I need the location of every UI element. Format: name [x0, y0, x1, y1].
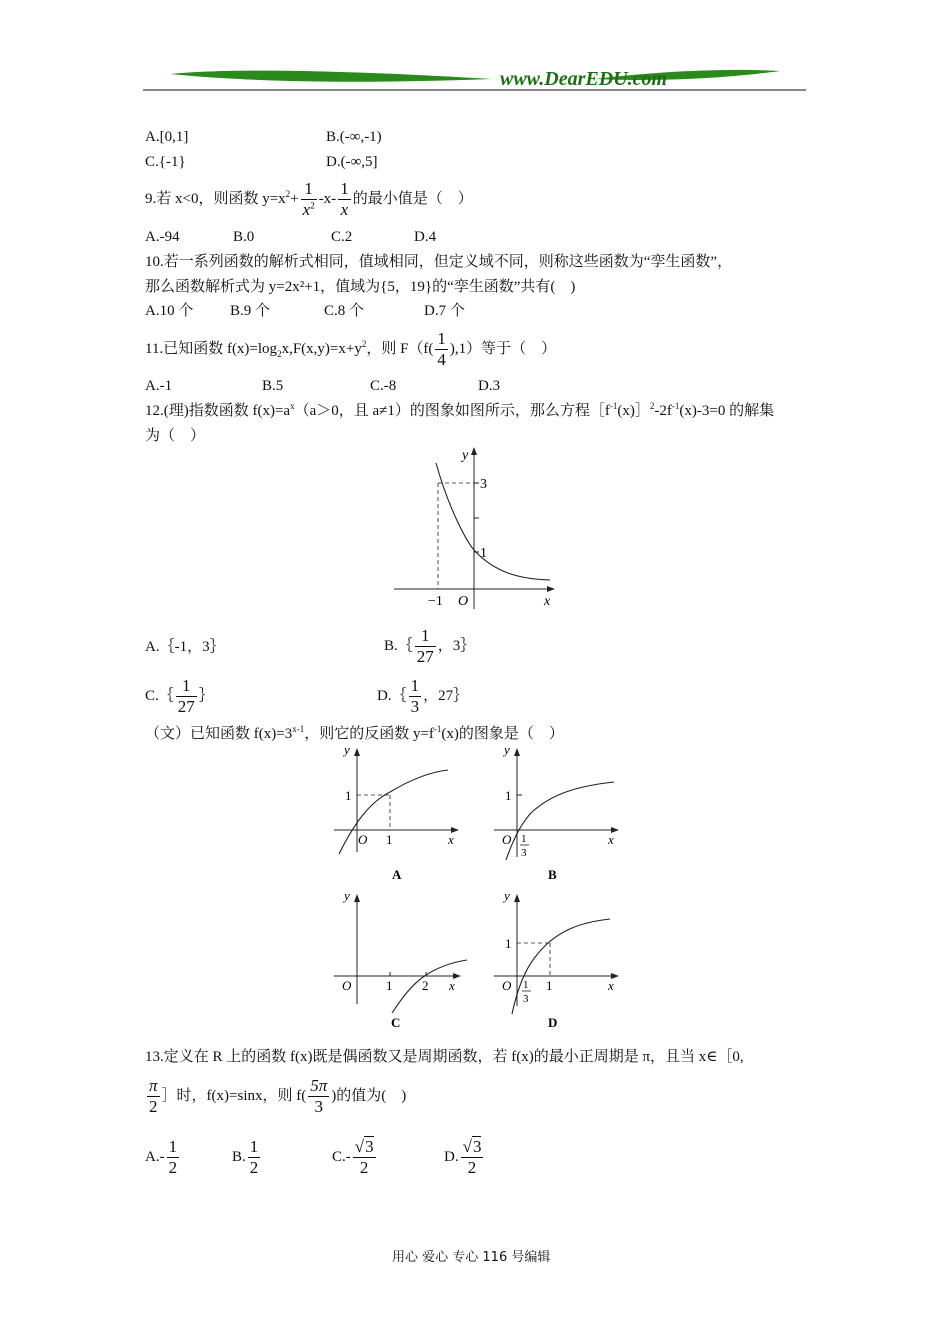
tick-label-3: 3	[480, 477, 487, 492]
q12-option-d: D.｛ $\frac{1}{3}$ ，27｝	[377, 676, 469, 717]
tick-label-x1: 1	[386, 832, 393, 847]
header-banner	[140, 60, 810, 94]
tick-label-1: 1	[480, 546, 487, 561]
tick-label-x1: 1	[386, 978, 393, 993]
q13-option-b: B. $\frac{1}{2}$	[232, 1137, 259, 1178]
graph-label: C	[391, 1015, 401, 1030]
q8-option-c: C.{-1}	[145, 154, 186, 170]
y-label: y	[344, 742, 350, 757]
x-label: x	[608, 832, 614, 847]
tick-label-third-den: 3	[523, 993, 529, 1005]
origin-label: O	[358, 832, 368, 847]
q12-option-b: B.｛ $\frac{1}{27}$ ，3｝	[384, 626, 476, 667]
tick-label-neg1: −1	[428, 594, 443, 609]
q13-option-d: D. $\frac{√3}{2}$	[444, 1137, 482, 1178]
q11-fraction: $\frac{1}{4}$	[437, 329, 446, 369]
exponential-curve	[436, 463, 550, 580]
q13-line-1: 13.定义在 R 上的函数 f(x)既是偶函数又是周期函数，若 f(x)的最小正周期是 π，且当 x∈［0,	[145, 1049, 744, 1065]
q10-line-2: 那么函数解析式为 y=2x²+1，值域为{5，19}的“孪生函数”共有( )	[145, 279, 576, 295]
x-label: x	[449, 978, 455, 993]
q12w-stem: （文）已知函数 $f(x)=3^{x-1}$，则它的反函数 $y=f^{-1}(x)$的图象是（ ）	[145, 724, 564, 742]
q11-option-d: D.3	[478, 378, 501, 394]
q9-fraction-1: $\frac{1}{x^2}$	[302, 179, 315, 219]
q9-option-b: B.0	[233, 229, 255, 245]
q13-fraction-5pi-over-3: $\frac{5\pi}{3}$	[310, 1076, 328, 1117]
x-label: x	[544, 594, 551, 609]
origin-label: O	[502, 832, 512, 847]
leaf-left-decoration	[170, 71, 492, 82]
q12-exponential-graph	[390, 443, 565, 613]
tick-label-third-den: 3	[521, 847, 527, 859]
tick-label-y1: 1	[505, 788, 512, 803]
q11-option-c: C.-8	[370, 378, 397, 394]
q12-option-a: A.｛-1，3｝	[145, 639, 225, 655]
page-footer: 用心 爱心 专心 116 号编辑	[392, 1250, 551, 1265]
q10-option-b: B.9 个	[230, 303, 271, 319]
y-label: y	[344, 888, 350, 903]
tick-label-x1: 1	[546, 978, 553, 993]
q10-option-a: A.10 个	[145, 303, 194, 319]
y-axis-arrow	[354, 748, 360, 756]
tick-label-y1: 1	[345, 788, 352, 803]
q9-option-d: D.4	[414, 229, 437, 245]
origin-label: O	[502, 978, 512, 993]
y-axis-arrow	[354, 894, 360, 902]
q10-option-c: C.8 个	[324, 303, 365, 319]
tick-label-y1: 1	[505, 936, 512, 951]
q10-option-d: D.7 个	[424, 303, 465, 319]
q11-stem: 11.已知函数 $f(x)=\log_2x,F(x,y)=x+y^2$，则 F（f( $\frac{1}{4}$ ),1）等于（ ）	[145, 329, 557, 369]
graph-b	[492, 742, 627, 887]
q13-line-2: $\frac{\pi}{2}$ ］时，f(x)=sinx，则 f( $\frac{5\pi}{3}$ )的值为( )	[149, 1076, 407, 1117]
q9-option-c: C.2	[331, 229, 353, 245]
y-axis-arrow	[514, 894, 520, 902]
x-label: x	[448, 832, 454, 847]
q13-option-a: A.- $\frac{1}{2}$	[145, 1137, 178, 1178]
q12-option-c: C.｛ $\frac{1}{27}$ ｝	[145, 676, 214, 717]
graph-label: A	[392, 867, 402, 882]
origin-label: O	[458, 594, 469, 609]
curve	[392, 960, 467, 1013]
y-label: y	[504, 742, 510, 757]
q13-option-c: C.- $\frac{√3}{2}$	[332, 1137, 374, 1178]
q8-option-b: B.(-∞,-1)	[326, 129, 382, 145]
q12-line-2: 为（ ）	[145, 428, 206, 444]
sqrt-icon: √	[354, 1137, 365, 1157]
q9-fraction-2: $\frac{1}{x}$	[340, 179, 349, 219]
y-axis-arrow	[471, 447, 477, 455]
q11-option-a: A.-1	[145, 378, 173, 394]
x-label: x	[608, 978, 614, 993]
q8-option-a: A.[0,1]	[145, 129, 189, 145]
graph-c	[330, 886, 475, 1034]
graph-label: B	[548, 867, 557, 882]
q10-line-1: 10.若一系列函数的解析式相同，值域相同，但定义域不同，则称这些函数为“孪生函数”，	[145, 254, 733, 270]
q11-option-b: B.5	[262, 378, 284, 394]
y-axis-arrow	[514, 748, 520, 756]
tick-label-x2: 2	[422, 978, 429, 993]
y-label: y	[462, 448, 469, 463]
brand-text: www.DearEDU.com	[500, 68, 668, 90]
tick-label-third-num: 1	[521, 833, 527, 845]
q9-stem: 9.若 x<0，则函数 $y=x^2+$ $\frac{1}{x^2}$ -x- $\frac{1}{x}$ 的最小值是（ ）	[145, 179, 473, 219]
curve	[339, 770, 448, 854]
y-label: y	[504, 888, 510, 903]
q8-option-d: D.(-∞,5]	[326, 154, 378, 170]
q9-option-a: A.-94	[145, 229, 180, 245]
sqrt-icon: √	[462, 1137, 472, 1157]
graph-a	[330, 742, 465, 887]
q12-line-1: 12.(理)指数函数 $f(x)=a^x(a>0$，且 a≠1）的图象如图所示，那么方程$[f^{-1}(x)]^2-2f^{-1}(x)-3=0$ 的解集	[145, 401, 775, 419]
q13-fraction-pi-over-2: $\frac{\pi}{2}$	[149, 1076, 158, 1117]
graph-d	[492, 886, 627, 1034]
x-axis-arrow	[547, 586, 555, 592]
tick-label-third-num: 1	[523, 979, 529, 991]
graph-label: D	[548, 1015, 558, 1030]
origin-label: O	[342, 978, 352, 993]
